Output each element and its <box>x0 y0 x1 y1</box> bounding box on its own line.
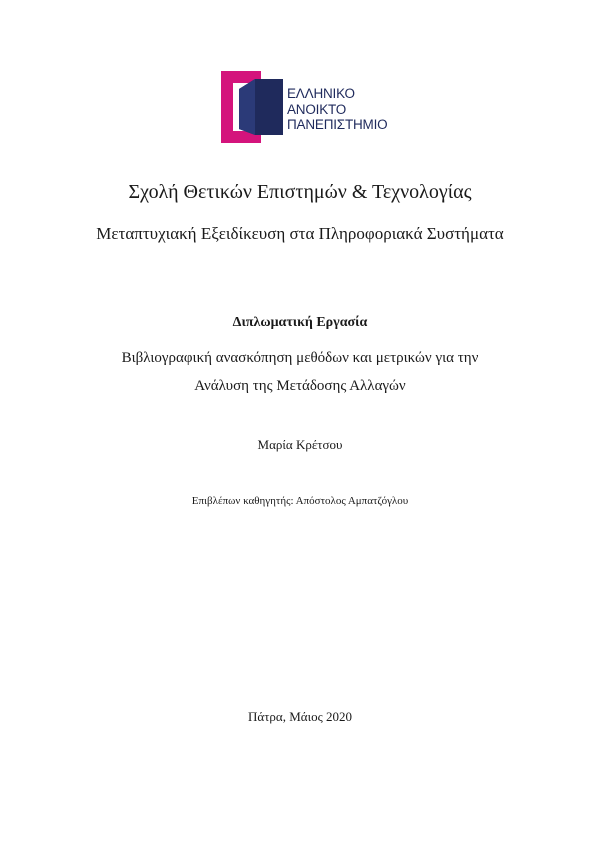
logo-line-3: ΠΑΝΕΠΙΣΤΗΜΙΟ <box>287 117 388 132</box>
logo-line-1: ΕΛΛΗΝΙΚΟ <box>287 86 355 101</box>
logo-wordmark <box>287 86 387 133</box>
university-logo <box>221 71 411 143</box>
university-emblem-icon <box>221 71 285 143</box>
place-and-date: Πάτρα, Μάιος 2020 <box>248 709 352 724</box>
thesis-type-heading: Διπλωματική Εργασία <box>232 315 368 330</box>
supervisor-line: Επιβλέπων καθηγητής: Απόστολος Αμπατζόγλου <box>191 495 409 507</box>
program-name: Μεταπτυχιακή Εξειδίκευση στα Πληροφοριακά Συστήματα <box>96 224 504 243</box>
logo-line-2: ΑΝΟΙΚΤΟ <box>287 101 347 117</box>
thesis-title-line-2: Ανάλυση της Μετάδοσης Αλλαγών <box>194 378 406 394</box>
thesis-title-line-1: Βιβλιογραφική ανασκόπηση μεθόδων και μετρικών για την <box>121 350 479 366</box>
school-name: Σχολή Θετικών Επιστημών & Τεχνολογίας <box>128 181 472 203</box>
author-name: Μαρία Κρέτσου <box>257 437 343 452</box>
